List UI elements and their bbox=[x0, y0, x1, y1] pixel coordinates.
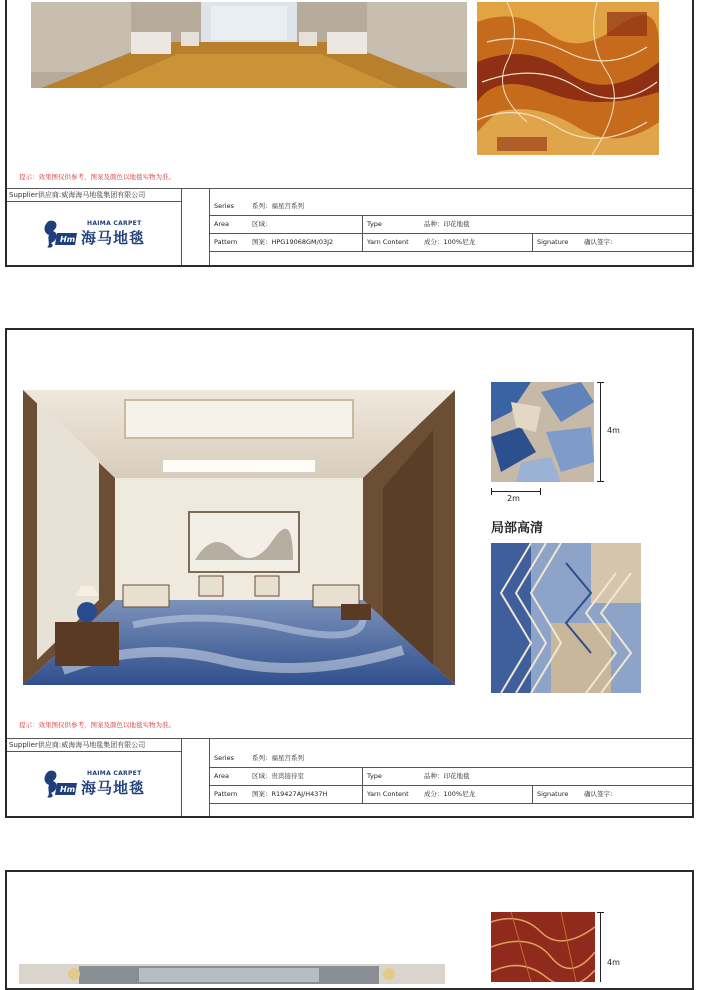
pattern-label: Pattern bbox=[214, 790, 238, 798]
area-label: Area bbox=[214, 220, 229, 228]
room-rendering-3 bbox=[19, 964, 445, 984]
series-value: 系列：福星宫系列 bbox=[252, 202, 304, 210]
series-value: 系列：福星宫系列 bbox=[252, 754, 304, 762]
haima-logo-2 bbox=[37, 769, 157, 799]
logo-chinese-text: 海马地毯 bbox=[81, 779, 146, 797]
area-label: Area bbox=[214, 772, 229, 780]
detail-heading: 局部高清 bbox=[491, 521, 544, 536]
disclaimer-notice-1: 提示：效果图仅供参考，图案及颜色以地毯实物为准。 bbox=[19, 173, 175, 181]
spec-row-area bbox=[210, 215, 692, 234]
seahorse-logo-icon bbox=[37, 219, 79, 249]
yarn-label: Yarn Content bbox=[362, 233, 409, 251]
series-label: Series bbox=[214, 754, 234, 762]
signature-label: Signature bbox=[532, 233, 568, 251]
supplier-name: Supplier供应商:威海海马地毯集团有限公司 bbox=[7, 739, 181, 752]
spec-row-series bbox=[210, 197, 692, 216]
signature-value: 确认签字： bbox=[584, 238, 617, 246]
svg-text:Hm: Hm bbox=[60, 235, 76, 244]
yarn-value: 成分：100%尼龙 bbox=[424, 238, 476, 246]
signature-value: 确认签字： bbox=[584, 790, 617, 798]
haima-logo-1 bbox=[37, 219, 157, 249]
design-sheet-2 bbox=[5, 328, 694, 818]
seahorse-logo-icon bbox=[37, 769, 79, 799]
area-value: 区域：贵宾接待室 bbox=[252, 772, 304, 780]
carpet-swatch-3 bbox=[491, 912, 595, 982]
height-dimension-label: 4m bbox=[607, 958, 620, 967]
svg-text:Hm: Hm bbox=[60, 785, 76, 794]
width-dimension-tick-right bbox=[540, 488, 541, 495]
room-image-3 bbox=[19, 964, 445, 984]
carpet-swatch-1 bbox=[477, 2, 659, 155]
height-dimension-line bbox=[600, 912, 601, 982]
spec-table-2 bbox=[209, 739, 692, 817]
carpet-swatch-full bbox=[491, 382, 594, 482]
yarn-label: Yarn Content bbox=[362, 785, 409, 803]
width-dimension-line bbox=[491, 491, 541, 492]
height-dimension-tick-bottom bbox=[597, 481, 604, 482]
room-image-1 bbox=[31, 2, 467, 92]
carpet-pattern-3 bbox=[491, 912, 595, 982]
carpet-pattern-full bbox=[491, 382, 594, 482]
height-dimension-tick-top bbox=[597, 912, 604, 913]
design-sheet-3 bbox=[5, 870, 694, 990]
spec-row-pattern bbox=[210, 785, 692, 804]
spec-row-series bbox=[210, 749, 692, 768]
sheet-footer-2 bbox=[7, 738, 692, 818]
height-dimension-tick-top bbox=[597, 382, 604, 383]
type-value: 品种：印花地毯 bbox=[424, 220, 470, 228]
signature-label: Signature bbox=[532, 785, 568, 803]
width-dimension-tick-left bbox=[491, 488, 492, 495]
series-label: Series bbox=[214, 202, 234, 210]
disclaimer-notice-2: 提示：效果图仅供参考，图案及颜色以地毯实物为准。 bbox=[19, 721, 175, 729]
room-rendering-1 bbox=[31, 2, 467, 92]
supplier-name: Supplier供应商:威海海马地毯集团有限公司 bbox=[7, 189, 181, 202]
design-sheet-1 bbox=[5, 0, 694, 267]
pattern-value: 图案：R19427AJ/H437H bbox=[252, 790, 328, 798]
sheet-footer-1 bbox=[7, 188, 692, 267]
pattern-label: Pattern bbox=[214, 238, 238, 246]
carpet-swatch-detail bbox=[491, 543, 641, 693]
yarn-value: 成分：100%尼龙 bbox=[424, 790, 476, 798]
logo-english-text: HAIMA CARPET bbox=[87, 220, 142, 227]
height-dimension-label: 4m bbox=[607, 426, 620, 435]
type-label: Type bbox=[362, 767, 422, 785]
room-rendering-2 bbox=[23, 390, 455, 685]
spec-row-area bbox=[210, 767, 692, 786]
width-dimension-label: 2m bbox=[507, 494, 520, 503]
logo-chinese-text: 海马地毯 bbox=[81, 229, 146, 247]
supplier-block-2 bbox=[7, 739, 182, 817]
type-value: 品种：印花地毯 bbox=[424, 772, 470, 780]
carpet-pattern-1 bbox=[477, 2, 659, 155]
room-image-2 bbox=[23, 390, 455, 685]
type-label: Type bbox=[362, 215, 422, 233]
carpet-pattern-detail bbox=[491, 543, 641, 693]
height-dimension-line bbox=[600, 382, 601, 482]
pattern-value: 图案：HPG19068GM/03J2 bbox=[252, 238, 334, 246]
spec-table-1 bbox=[209, 189, 692, 267]
area-value: 区域： bbox=[252, 220, 272, 228]
supplier-block-1 bbox=[7, 189, 182, 267]
logo-english-text: HAIMA CARPET bbox=[87, 770, 142, 777]
spec-row-pattern bbox=[210, 233, 692, 252]
